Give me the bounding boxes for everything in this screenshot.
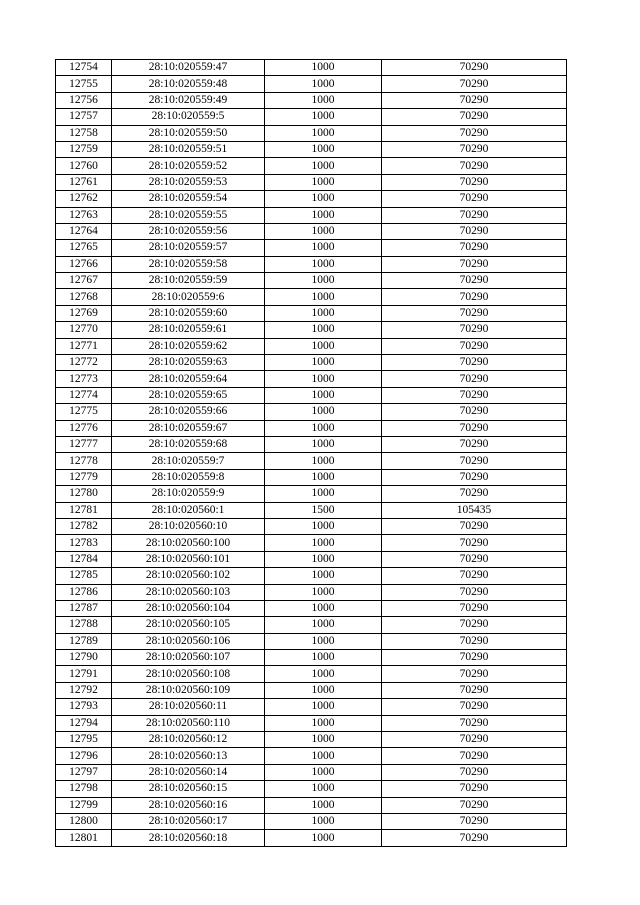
area-cell: 1000 [265,568,382,584]
value-cell: 70290 [382,666,567,682]
table-row [56,436,567,452]
row-number-cell: 12796 [56,748,112,764]
table-row [56,453,567,469]
area-cell: 1000 [265,469,382,485]
row-number-cell: 12778 [56,453,112,469]
table-row [56,191,567,207]
value-cell: 70290 [382,355,567,371]
cadastral-number-cell: 28:10:020560:104 [112,600,265,616]
area-cell: 1000 [265,92,382,108]
row-number-cell: 12763 [56,207,112,223]
area-cell: 1000 [265,174,382,190]
value-cell: 70290 [382,518,567,534]
value-cell: 70290 [382,748,567,764]
row-number-cell: 12770 [56,322,112,338]
value-cell: 70290 [382,404,567,420]
value-cell: 70290 [382,207,567,223]
row-number-cell: 12786 [56,584,112,600]
cadastral-number-cell: 28:10:020559:60 [112,305,265,321]
area-cell: 1000 [265,551,382,567]
row-number-cell: 12762 [56,191,112,207]
area-cell: 1000 [265,256,382,272]
row-number-cell: 12764 [56,223,112,239]
area-cell: 1000 [265,223,382,239]
row-number-cell: 12792 [56,682,112,698]
cadastral-number-cell: 28:10:020559:65 [112,387,265,403]
area-cell: 1000 [265,436,382,452]
table-row [56,125,567,141]
area-cell: 1000 [265,273,382,289]
row-number-cell: 12789 [56,633,112,649]
area-cell: 1000 [265,76,382,92]
table-row [56,666,567,682]
table-row [56,355,567,371]
area-cell: 1000 [265,60,382,76]
row-number-cell: 12784 [56,551,112,567]
cadastral-number-cell: 28:10:020559:68 [112,436,265,452]
table-row [56,322,567,338]
cadastral-number-cell: 28:10:020560:100 [112,535,265,551]
table-row [56,207,567,223]
row-number-cell: 12787 [56,600,112,616]
value-cell: 70290 [382,305,567,321]
row-number-cell: 12757 [56,109,112,125]
cadastral-number-cell: 28:10:020559:54 [112,191,265,207]
area-cell: 1000 [265,797,382,813]
cadastral-number-cell: 28:10:020559:50 [112,125,265,141]
value-cell: 70290 [382,813,567,829]
row-number-cell: 12774 [56,387,112,403]
row-number-cell: 12798 [56,781,112,797]
table-row [56,60,567,76]
cadastral-number-cell: 28:10:020560:15 [112,781,265,797]
table-row [56,748,567,764]
cadastral-number-cell: 28:10:020559:61 [112,322,265,338]
value-cell: 70290 [382,256,567,272]
row-number-cell: 12781 [56,502,112,518]
table-row [56,535,567,551]
table-row [56,568,567,584]
table-row [56,830,567,846]
table-row [56,92,567,108]
table-row [56,797,567,813]
cadastral-number-cell: 28:10:020560:12 [112,732,265,748]
area-cell: 1000 [265,371,382,387]
table-row [56,273,567,289]
table-row [56,223,567,239]
cadastral-number-cell: 28:10:020559:5 [112,109,265,125]
table-row [56,781,567,797]
cadastral-number-cell: 28:10:020560:107 [112,650,265,666]
cadastral-number-cell: 28:10:020559:66 [112,404,265,420]
row-number-cell: 12776 [56,420,112,436]
area-cell: 1000 [265,453,382,469]
value-cell: 70290 [382,371,567,387]
row-number-cell: 12760 [56,158,112,174]
area-cell: 1000 [265,650,382,666]
area-cell: 1000 [265,617,382,633]
row-number-cell: 12769 [56,305,112,321]
value-cell: 70290 [382,60,567,76]
cadastral-number-cell: 28:10:020559:53 [112,174,265,190]
value-cell: 105435 [382,502,567,518]
area-cell: 1000 [265,715,382,731]
area-cell: 1000 [265,764,382,780]
value-cell: 70290 [382,387,567,403]
cadastral-number-cell: 28:10:020559:58 [112,256,265,272]
value-cell: 70290 [382,92,567,108]
row-number-cell: 12790 [56,650,112,666]
row-number-cell: 12759 [56,141,112,157]
table-row [56,289,567,305]
table-row [56,371,567,387]
cadastral-number-cell: 28:10:020559:57 [112,240,265,256]
value-cell: 70290 [382,617,567,633]
area-cell: 1000 [265,191,382,207]
table-row [56,387,567,403]
area-cell: 1000 [265,109,382,125]
area-cell: 1000 [265,748,382,764]
table-row [56,404,567,420]
row-number-cell: 12768 [56,289,112,305]
table-row [56,420,567,436]
area-cell: 1000 [265,289,382,305]
row-number-cell: 12794 [56,715,112,731]
area-cell: 1000 [265,486,382,502]
row-number-cell: 12793 [56,699,112,715]
area-cell: 1000 [265,158,382,174]
row-number-cell: 12788 [56,617,112,633]
row-number-cell: 12761 [56,174,112,190]
cadastral-number-cell: 28:10:020559:52 [112,158,265,174]
table-row [56,141,567,157]
cadastral-number-cell: 28:10:020560:105 [112,617,265,633]
cadastral-number-cell: 28:10:020560:110 [112,715,265,731]
row-number-cell: 12785 [56,568,112,584]
row-number-cell: 12799 [56,797,112,813]
cadastral-number-cell: 28:10:020560:13 [112,748,265,764]
cadastral-number-cell: 28:10:020560:101 [112,551,265,567]
table-row [56,256,567,272]
row-number-cell: 12800 [56,813,112,829]
row-number-cell: 12801 [56,830,112,846]
row-number-cell: 12775 [56,404,112,420]
value-cell: 70290 [382,535,567,551]
area-cell: 1000 [265,125,382,141]
cadastral-number-cell: 28:10:020560:14 [112,764,265,780]
row-number-cell: 12765 [56,240,112,256]
table-row [56,699,567,715]
cadastral-number-cell: 28:10:020559:47 [112,60,265,76]
table-row [56,469,567,485]
cadastral-number-cell: 28:10:020560:1 [112,502,265,518]
row-number-cell: 12797 [56,764,112,780]
area-cell: 1000 [265,682,382,698]
row-number-cell: 12771 [56,338,112,354]
value-cell: 70290 [382,699,567,715]
value-cell: 70290 [382,420,567,436]
value-cell: 70290 [382,174,567,190]
table-row [56,486,567,502]
cadastral-number-cell: 28:10:020560:108 [112,666,265,682]
table-row [56,551,567,567]
cadastral-number-cell: 28:10:020559:62 [112,338,265,354]
row-number-cell: 12779 [56,469,112,485]
value-cell: 70290 [382,732,567,748]
value-cell: 70290 [382,273,567,289]
value-cell: 70290 [382,240,567,256]
area-cell: 1000 [265,518,382,534]
value-cell: 70290 [382,338,567,354]
cadastral-number-cell: 28:10:020559:63 [112,355,265,371]
row-number-cell: 12782 [56,518,112,534]
value-cell: 70290 [382,781,567,797]
value-cell: 70290 [382,289,567,305]
value-cell: 70290 [382,141,567,157]
cadastral-number-cell: 28:10:020559:64 [112,371,265,387]
table-row [56,109,567,125]
value-cell: 70290 [382,158,567,174]
value-cell: 70290 [382,109,567,125]
row-number-cell: 12783 [56,535,112,551]
cadastral-number-cell: 28:10:020559:9 [112,486,265,502]
area-cell: 1000 [265,781,382,797]
table-row [56,338,567,354]
area-cell: 1000 [265,387,382,403]
table-row [56,174,567,190]
value-cell: 70290 [382,469,567,485]
cadastral-number-cell: 28:10:020559:67 [112,420,265,436]
area-cell: 1000 [265,699,382,715]
value-cell: 70290 [382,453,567,469]
table-row [56,764,567,780]
area-cell: 1000 [265,240,382,256]
area-cell: 1000 [265,600,382,616]
row-number-cell: 12777 [56,436,112,452]
table-row [56,76,567,92]
value-cell: 70290 [382,223,567,239]
area-cell: 1000 [265,830,382,846]
cadastral-number-cell: 28:10:020560:16 [112,797,265,813]
cadastral-number-cell: 28:10:020559:49 [112,92,265,108]
row-number-cell: 12791 [56,666,112,682]
cadastral-number-cell: 28:10:020560:11 [112,699,265,715]
cadastral-number-cell: 28:10:020560:102 [112,568,265,584]
value-cell: 70290 [382,551,567,567]
table-row [56,502,567,518]
cadastral-number-cell: 28:10:020560:10 [112,518,265,534]
area-cell: 1000 [265,404,382,420]
value-cell: 70290 [382,568,567,584]
value-cell: 70290 [382,682,567,698]
cadastral-number-cell: 28:10:020559:48 [112,76,265,92]
area-cell: 1000 [265,207,382,223]
row-number-cell: 12780 [56,486,112,502]
cadastral-number-cell: 28:10:020559:59 [112,273,265,289]
cadastral-number-cell: 28:10:020560:106 [112,633,265,649]
area-cell: 1000 [265,535,382,551]
table-row [56,617,567,633]
table-row [56,732,567,748]
area-cell: 1000 [265,633,382,649]
row-number-cell: 12755 [56,76,112,92]
table-body [56,60,567,847]
cadastral-number-cell: 28:10:020559:6 [112,289,265,305]
value-cell: 70290 [382,436,567,452]
cadastral-number-cell: 28:10:020559:7 [112,453,265,469]
row-number-cell: 12772 [56,355,112,371]
cadastral-number-cell: 28:10:020559:8 [112,469,265,485]
table-row [56,633,567,649]
value-cell: 70290 [382,486,567,502]
cadastral-number-cell: 28:10:020559:56 [112,223,265,239]
table-row [56,158,567,174]
area-cell: 1000 [265,732,382,748]
table-row [56,813,567,829]
area-cell: 1000 [265,420,382,436]
value-cell: 70290 [382,797,567,813]
cadastral-number-cell: 28:10:020560:18 [112,830,265,846]
value-cell: 70290 [382,322,567,338]
area-cell: 1000 [265,322,382,338]
row-number-cell: 12756 [56,92,112,108]
cadastral-number-cell: 28:10:020560:109 [112,682,265,698]
row-number-cell: 12767 [56,273,112,289]
area-cell: 1000 [265,141,382,157]
row-number-cell: 12754 [56,60,112,76]
area-cell: 1000 [265,338,382,354]
value-cell: 70290 [382,584,567,600]
value-cell: 70290 [382,76,567,92]
area-cell: 1000 [265,584,382,600]
cadastral-number-cell: 28:10:020559:51 [112,141,265,157]
row-number-cell: 12766 [56,256,112,272]
value-cell: 70290 [382,830,567,846]
table-row [56,715,567,731]
table-row [56,518,567,534]
area-cell: 1000 [265,813,382,829]
row-number-cell: 12795 [56,732,112,748]
cadastral-number-cell: 28:10:020559:55 [112,207,265,223]
table-row [56,305,567,321]
table-row [56,600,567,616]
area-cell: 1000 [265,355,382,371]
land-plot-table [55,59,567,847]
area-cell: 1500 [265,502,382,518]
area-cell: 1000 [265,305,382,321]
table-row [56,650,567,666]
table-row [56,682,567,698]
value-cell: 70290 [382,191,567,207]
cadastral-number-cell: 28:10:020560:17 [112,813,265,829]
area-cell: 1000 [265,666,382,682]
cadastral-number-cell: 28:10:020560:103 [112,584,265,600]
table-row [56,240,567,256]
value-cell: 70290 [382,715,567,731]
value-cell: 70290 [382,650,567,666]
row-number-cell: 12758 [56,125,112,141]
value-cell: 70290 [382,633,567,649]
value-cell: 70290 [382,764,567,780]
table-row [56,584,567,600]
row-number-cell: 12773 [56,371,112,387]
value-cell: 70290 [382,600,567,616]
value-cell: 70290 [382,125,567,141]
